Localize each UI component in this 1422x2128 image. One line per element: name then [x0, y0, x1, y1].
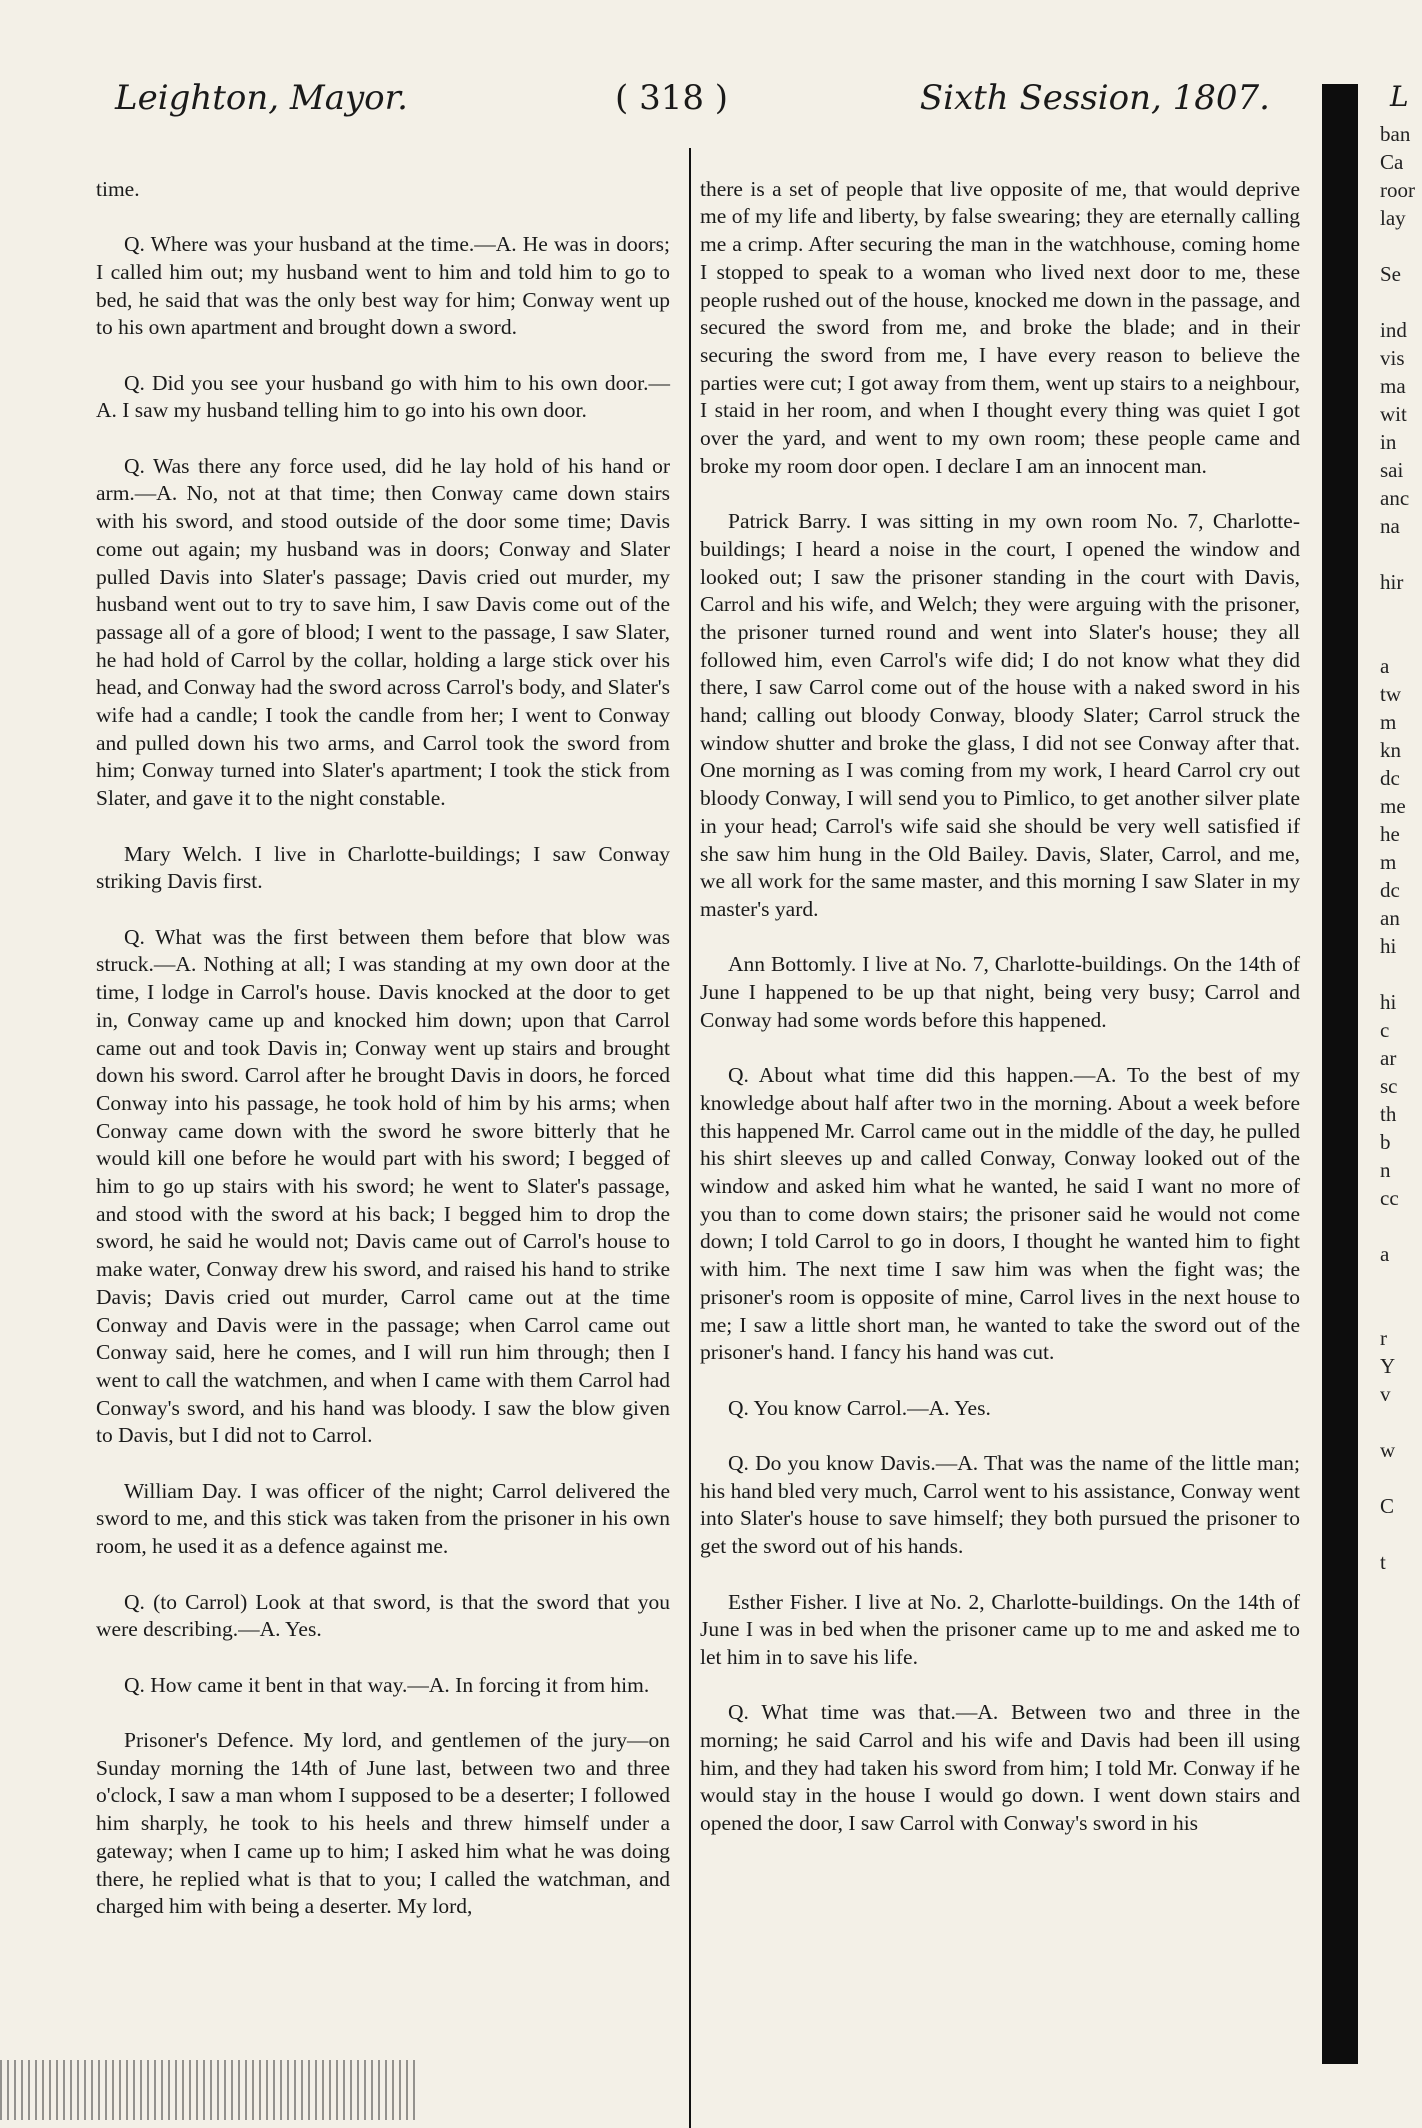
paragraph: Esther Fisher. I live at No. 2, Charlotte-buildings. On the 14th of June I was in bed when the prisoner came up to me and asked me to let him in to save his life.: [700, 1589, 1300, 1669]
paragraph: Q. Did you see your husband go with him to his own door.—A. I saw my husband telling him to go into his own door.: [96, 370, 670, 423]
paragraph: Mary Welch. I live in Charlotte-buildings; I saw Conway striking Davis first.: [96, 841, 670, 894]
paragraph: Q. You know Carrol.—A. Yes.: [728, 1395, 991, 1420]
paragraph: Q. What was the first between them before that blow was struck.—A. Nothing at all; I was standing at my own door at the time, I lodge in Carrol's house. Davis knocked at the door to get in, Conway came up and knocked him down; upon that Carrol came out and took Davis in; Conway went up stairs and brought down his sword. Carrol after he brought Davis in doors, he forced Conway into his passage, he took hold of him by his arms; when Conway came down with the sword he swore bitterly that he would kill one before he would part with his sword; I begged of him to go up stairs with his sword; he went to Slater's passage, and stood with the sword at his back; I begged him to drop the sword, he said he would not; Davis came out of Carrol's house to make water, Conway drew his sword, and raised his hand to strike Davis; Davis cried out murder, Carrol came out at the time Conway and Davis were in the passage; when Carrol came out Conway said, here he comes, and I will run him through; then I went to call the watchmen, and when I came with them Carrol had Conway's sword, and his hand was bloody. I saw the blow given to Davis, but I did not to Carrol.: [96, 924, 670, 1448]
paragraph: time.: [96, 176, 140, 201]
paragraph: there is a set of people that live opposite of me, that would deprive me of my life and liberty, by false swearing; they are eternally calling me a crimp. After securing the man in the watchhouse, coming home I stopped to speak to a woman who lived next door to me, these people rushed out of the house, knocked me down in the passage, and secured the sword from me, and broke the blade; and in their securing the sword from me, I have every reason to believe the parties were cut; I got away from them, went up stairs to a neighbour, I staid in her room, and when I thought every thing was quiet I got over the yard, and went to my own room; these people came and broke my room door open. I declare I am an innocent man.: [700, 176, 1300, 478]
binding-shadow: [1322, 84, 1358, 2064]
next-page-edge-text: ban Ca roor lay Se ind vis ma wit in sai anc na hir a tw m kn dc me he m dc an hi hi c ar sc th b n cc a r Y v w C t: [1380, 122, 1415, 1574]
paragraph: Prisoner's Defence. My lord, and gentlemen of the jury—on Sunday morning the 14th of June last, between two and three o'clock, I saw a man whom I supposed to be a deserter; I followed him sharply, he took to his heels and threw himself under a gateway; when I came up to him; I asked him what he was doing there, he replied what is that to you; I called the watchman, and charged him with being a deserter. My lord,: [96, 1728, 670, 1919]
paragraph: Ann Bottomly. I live at No. 7, Charlotte-buildings. On the 14th of June I happened to be up that night, being very busy; Carrol and Conway had some words before this happened.: [700, 952, 1300, 1032]
paragraph: Q. What time was that.—A. Between two and three in the morning; he said Carrol and his wife and Davis had been ill using him, and they had taken his sword from him; I told Mr. Conway if he would stay in the house I would go down. I went down stairs and opened the door, I saw Carrol with Conway's sword in his: [700, 1700, 1300, 1836]
paragraph: Q. (to Carrol) Look at that sword, is that the sword that you were describing.—A. Yes.: [96, 1589, 670, 1642]
paragraph: Patrick Barry. I was sitting in my own room No. 7, Charlotte-buildings; I heard a noise in the court, I opened the window and looked out; I saw the prisoner standing in the court with Davis, Carrol and his wife, and Welch; they were arguing with the prisoner, the prisoner turned round and went into Slater's house; they all followed him, even Carrol's wife did; I do not know what they did there, I saw Carrol come out of the house with a naked sword in his hand; calling out bloody Conway, bloody Slater; Carrol struck the window shutter and broke the glass, I did not see Conway after that. One morning as I was coming from my work, I heard Carrol cry out bloody Conway, I will send you to Pimlico, to get another silver plate in your head; Carrol's wife said she should be very well satisfied if she saw him hung in the Old Bailey. Davis, Slater, Carrol, and me, we all work for the same master, and this morning I saw Slater in my master's yard.: [700, 509, 1300, 921]
next-page-letter: L: [1390, 80, 1409, 113]
running-header: [115, 78, 1270, 130]
paragraph: Q. Was there any force used, did he lay hold of his hand or arm.—A. No, not at that time; then Conway came down stairs with his sword, and stood outside of the door some time; Davis come out again; my husband was in doors; Conway and Slater pulled Davis into Slater's passage; Davis cried out murder, my husband went out to try to save him, I saw Davis come out of the passage all of a gore of blood; I went to the passage, I saw Slater, he had hold of Carrol by the collar, holding a large stick over his head, and Conway had the sword across Carrol's body, and Slater's wife had a candle; I took the candle from her; I went to Conway and pulled down his two arms, and Carrol took the sword from him; Conway turned into Slater's apartment; I took the stick from Slater, and gave it to the night constable.: [96, 453, 670, 811]
right-column: [700, 148, 1300, 1866]
column-rule: [689, 148, 691, 2128]
paragraph: Q. Where was your husband at the time.—A. He was in doors; I called him out; my husband went to him and told him to go to bed, he said that was the only best way for him; Conway went up to his own apartment and brought down a sword.: [96, 232, 670, 340]
left-column: [96, 148, 670, 1949]
paragraph: Q. How came it bent in that way.—A. In forcing it from him.: [124, 1672, 650, 1697]
paragraph: William Day. I was officer of the night; Carrol delivered the sword to me, and this stick was taken from the prisoner in his own room, he used it as a defence against me.: [96, 1478, 670, 1559]
scan-noise: [0, 2060, 420, 2120]
paragraph: Q. Do you know Davis.—A. That was the name of the little man; his hand bled very much, Carrol went to his assistance, Conway went into Slater's house to save himself; they both pursued the prisoner to get the sword out of his hands.: [700, 1451, 1300, 1559]
paragraph: Q. About what time did this happen.—A. To the best of my knowledge about half after two in the morning. About a week before this happened Mr. Carrol came out in the middle of the day, he pulled his shirt sleeves up and called Conway, Conway looked out of the window and asked him what he wanted, he said I want no more of you than to come down stairs; the prisoner said he would not come down; I told Carrol to go in doors, I thought he wanted him to fight with him. The next time I saw him was when the fight was; the prisoner's room is opposite of mine, Carrol lives in the next house to me; I saw a little short man, he wanted to take the sword out of the prisoner's hand. I fancy his hand was cut.: [700, 1063, 1300, 1365]
header-right: Sixth Session, 1807.: [919, 78, 1270, 118]
header-left: Leighton, Mayor.: [115, 78, 408, 118]
page-number: ( 318 ): [615, 78, 729, 118]
